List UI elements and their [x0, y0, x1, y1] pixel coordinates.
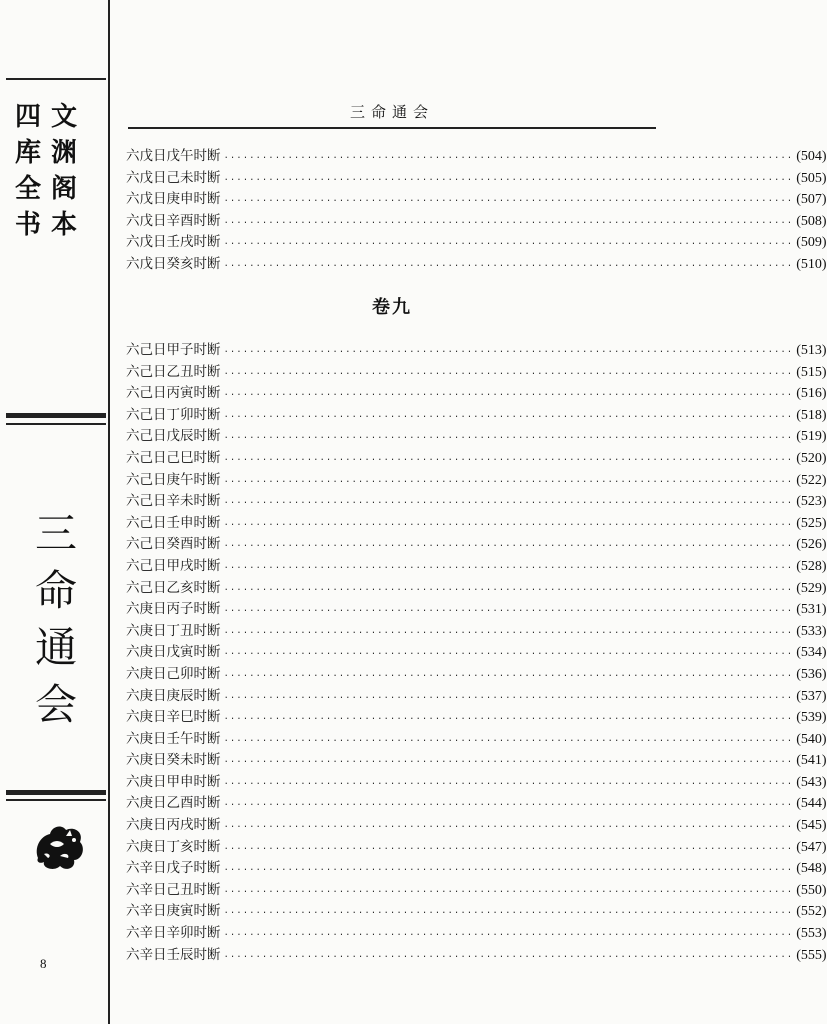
toc-entry-title: 六庚日戊寅时断: [126, 644, 221, 661]
series-char: 阁: [50, 174, 77, 204]
toc-entry-page: (539): [796, 710, 827, 726]
toc-entry-title: 六辛日己丑时断: [126, 881, 221, 898]
toc-entry: [126, 664, 827, 686]
toc-entry: [126, 534, 827, 556]
toc-entry-page: (536): [796, 666, 827, 682]
toc-entry-page: (543): [796, 774, 827, 790]
toc-entry-page: (515): [796, 364, 827, 380]
toc-entry-page: (550): [796, 882, 827, 898]
toc-entry-page: (533): [796, 623, 827, 639]
toc-entry-title: 六己日壬申时断: [126, 514, 221, 531]
toc-leader-dots: ·························································································: [223, 217, 794, 228]
toc-leader-dots: ·························································································: [223, 454, 794, 465]
sidebar-thin-rule: [6, 423, 106, 425]
toc-entry: [126, 750, 827, 772]
toc-entry-title: 六庚日丁亥时断: [126, 838, 221, 855]
toc-leader-dots: ·························································································: [223, 649, 794, 660]
sidebar-thick-rule: [6, 413, 106, 418]
toc-entry-title: 六己日丙寅时断: [126, 385, 221, 402]
toc-entry: [126, 383, 827, 405]
toc-leader-dots: ·························································································: [223, 347, 794, 357]
toc-entry: [126, 578, 827, 600]
toc-leader-dots: ·························································································: [223, 951, 794, 962]
toc-entry-title: 六己日己巳时断: [126, 449, 221, 466]
toc-entry-title: 六戊日庚申时断: [126, 191, 221, 208]
toc-leader-dots: ·························································································: [223, 368, 794, 379]
toc-entry: [126, 880, 827, 902]
toc-entry-title: 六己日戊辰时断: [126, 428, 221, 445]
sidebar: [0, 0, 110, 1024]
toc-entry-title: 六戊日癸亥时断: [126, 255, 221, 272]
toc-entry-page: (553): [796, 926, 827, 942]
section-heading: 卷九: [372, 297, 412, 318]
toc-entry-page: (523): [796, 494, 827, 510]
toc-entry-title: 六辛日庚寅时断: [126, 903, 221, 920]
toc-entry: [126, 254, 827, 276]
toc-leader-dots: ·························································································: [223, 843, 794, 854]
toc-entry-page: (547): [796, 839, 827, 855]
toc-leader-dots: ·························································································: [223, 670, 794, 681]
toc-entry-page: (516): [796, 386, 827, 402]
toc-entry-title: 六庚日丙戌时断: [126, 817, 221, 834]
toc-leader-dots: ·························································································: [223, 260, 794, 271]
toc-entry: [126, 837, 827, 859]
toc-leader-dots: ·························································································: [223, 476, 794, 487]
toc-leader-dots: ·························································································: [223, 865, 794, 876]
toc-leader-dots: ·························································································: [223, 800, 794, 811]
toc-entry: [126, 491, 827, 513]
toc-entry: [126, 858, 827, 880]
toc-entry: [126, 772, 827, 794]
toc-entry: [126, 405, 827, 427]
toc-leader-dots: ·························································································: [223, 153, 794, 163]
toc-entry-page: (504): [796, 149, 827, 164]
toc-leader-dots: ·························································································: [223, 390, 794, 401]
toc-entry-page: (520): [796, 450, 827, 466]
dragon-emblem-icon: [30, 818, 88, 874]
toc-leader-dots: ·························································································: [223, 519, 794, 530]
toc-entry-page: (531): [796, 602, 827, 618]
toc-entry-title: 六辛日壬辰时断: [126, 946, 221, 963]
page-number: 8: [40, 956, 47, 971]
toc-entry: [126, 146, 827, 168]
toc-entry-title: 六戊日戊午时断: [126, 148, 221, 164]
toc-leader-dots: ·························································································: [223, 627, 794, 638]
sidebar-lower-thick-rule: [6, 790, 106, 795]
book-title-char: 会: [35, 680, 78, 729]
series-char: 本: [50, 210, 77, 240]
toc-entry: [126, 686, 827, 708]
toc-entry-title: 六己日甲子时断: [126, 342, 221, 358]
book-title-char: 三: [35, 509, 78, 558]
toc-entry-title: 六戊日己未时断: [126, 169, 221, 186]
toc-entry-page: (518): [796, 407, 827, 423]
toc-leader-dots: ·························································································: [223, 562, 794, 573]
toc-entry-page: (513): [796, 343, 827, 358]
sidebar-lower-thin-rule: [6, 799, 106, 801]
toc-entry: [126, 793, 827, 815]
toc-entry-title: 六庚日己卯时断: [126, 665, 221, 682]
toc-entry-page: (507): [796, 192, 827, 208]
toc-entry: [126, 340, 827, 362]
toc-entry: [126, 211, 827, 233]
toc-leader-dots: ·························································································: [223, 239, 794, 250]
toc-entry-title: 六辛日辛卯时断: [126, 925, 221, 942]
toc-entry: [126, 707, 827, 729]
toc-entry-title: 六庚日庚辰时断: [126, 687, 221, 704]
book-title-char: 通: [35, 623, 78, 672]
toc-entry-title: 六戊日辛酉时断: [126, 212, 221, 229]
toc-entry-title: 六庚日壬午时断: [126, 730, 221, 747]
toc-entry-title: 六辛日戊子时断: [126, 860, 221, 877]
toc-entry-title: 六庚日丁丑时断: [126, 622, 221, 639]
toc-entry: [126, 642, 827, 664]
toc-entry-page: (541): [796, 753, 827, 769]
toc-entry-page: (534): [796, 645, 827, 661]
toc-leader-dots: ·························································································: [223, 735, 794, 746]
header-rule: [128, 127, 656, 129]
series-column-1: [14, 102, 42, 246]
toc-entry-page: (519): [796, 429, 827, 445]
toc-leader-dots: ·························································································: [223, 930, 794, 941]
toc-entry-page: (528): [796, 558, 827, 574]
toc-entry-page: (555): [796, 947, 827, 963]
toc-list-top: [126, 146, 827, 276]
toc-entry: [126, 923, 827, 945]
toc-entry-title: 六己日丁卯时断: [126, 406, 221, 423]
toc-entry-title: 六庚日丙子时断: [126, 601, 221, 618]
toc-entry: [126, 599, 827, 621]
book-title-char: 命: [35, 566, 78, 615]
series-column-2: [50, 102, 78, 246]
toc-list-main: [126, 340, 827, 966]
toc-leader-dots: ·························································································: [223, 692, 794, 703]
toc-entry: [126, 945, 827, 967]
toc-leader-dots: ·························································································: [223, 757, 794, 768]
toc-leader-dots: ·························································································: [223, 714, 794, 725]
toc-leader-dots: ·························································································: [223, 778, 794, 789]
toc-entry-page: (505): [796, 170, 827, 186]
toc-entry-page: (508): [796, 213, 827, 229]
toc-entry-title: 六己日乙亥时断: [126, 579, 221, 596]
toc-leader-dots: ·························································································: [223, 886, 794, 897]
toc-leader-dots: ·························································································: [223, 606, 794, 617]
toc-entry: [126, 621, 827, 643]
sidebar-top-rule: [6, 78, 106, 80]
toc-entry: [126, 556, 827, 578]
toc-leader-dots: ·························································································: [223, 498, 794, 509]
book-title-vertical: [35, 509, 78, 740]
toc-leader-dots: ·························································································: [223, 584, 794, 595]
toc-leader-dots: ·························································································: [223, 411, 794, 422]
toc-entry: [126, 815, 827, 837]
series-char: 文: [50, 102, 77, 132]
toc-entry-title: 六戊日壬戌时断: [126, 234, 221, 251]
toc-entry-title: 六庚日乙酉时断: [126, 795, 221, 812]
toc-entry-title: 六庚日辛巳时断: [126, 709, 221, 726]
series-char: 全: [14, 174, 41, 204]
toc-entry-page: (552): [796, 904, 827, 920]
toc-leader-dots: ·························································································: [223, 908, 794, 919]
toc-entry: [126, 513, 827, 535]
toc-entry: [126, 362, 827, 384]
toc-entry: [126, 448, 827, 470]
toc-entry-page: (545): [796, 818, 827, 834]
toc-leader-dots: ·························································································: [223, 541, 794, 552]
series-char: 四: [14, 102, 41, 132]
toc-entry: [126, 729, 827, 751]
series-char: 渊: [50, 138, 77, 168]
toc-leader-dots: ·························································································: [223, 196, 794, 207]
toc-entry-page: (522): [796, 472, 827, 488]
toc-entry: [126, 426, 827, 448]
toc-entry-page: (548): [796, 861, 827, 877]
toc-entry-title: 六己日乙丑时断: [126, 363, 221, 380]
toc-entry-page: (540): [796, 731, 827, 747]
toc-leader-dots: ·························································································: [223, 174, 794, 185]
toc-entry-title: 六己日癸酉时断: [126, 536, 221, 553]
toc-entry-title: 六己日甲戌时断: [126, 557, 221, 574]
series-char: 书: [14, 210, 41, 240]
toc-entry: [126, 901, 827, 923]
series-char: 库: [14, 138, 41, 168]
toc-leader-dots: ·························································································: [223, 822, 794, 833]
toc-entry: [126, 168, 827, 190]
toc-entry: [126, 189, 827, 211]
toc-entry: [126, 232, 827, 254]
toc-leader-dots: ·························································································: [223, 433, 794, 444]
toc-entry-page: (537): [796, 688, 827, 704]
toc-entry-page: (525): [796, 515, 827, 531]
toc-entry-title: 六庚日甲申时断: [126, 773, 221, 790]
toc-entry-page: (544): [796, 796, 827, 812]
toc-entry-page: (509): [796, 235, 827, 251]
toc-entry-title: 六庚日癸未时断: [126, 752, 221, 769]
toc-entry-title: 六己日辛未时断: [126, 493, 221, 510]
toc-entry-page: (510): [796, 256, 827, 272]
running-head-title: 三命通会: [349, 103, 434, 121]
toc-entry-page: (526): [796, 537, 827, 553]
toc-entry-page: (529): [796, 580, 827, 596]
toc-entry-title: 六己日庚午时断: [126, 471, 221, 488]
toc-entry: [126, 470, 827, 492]
